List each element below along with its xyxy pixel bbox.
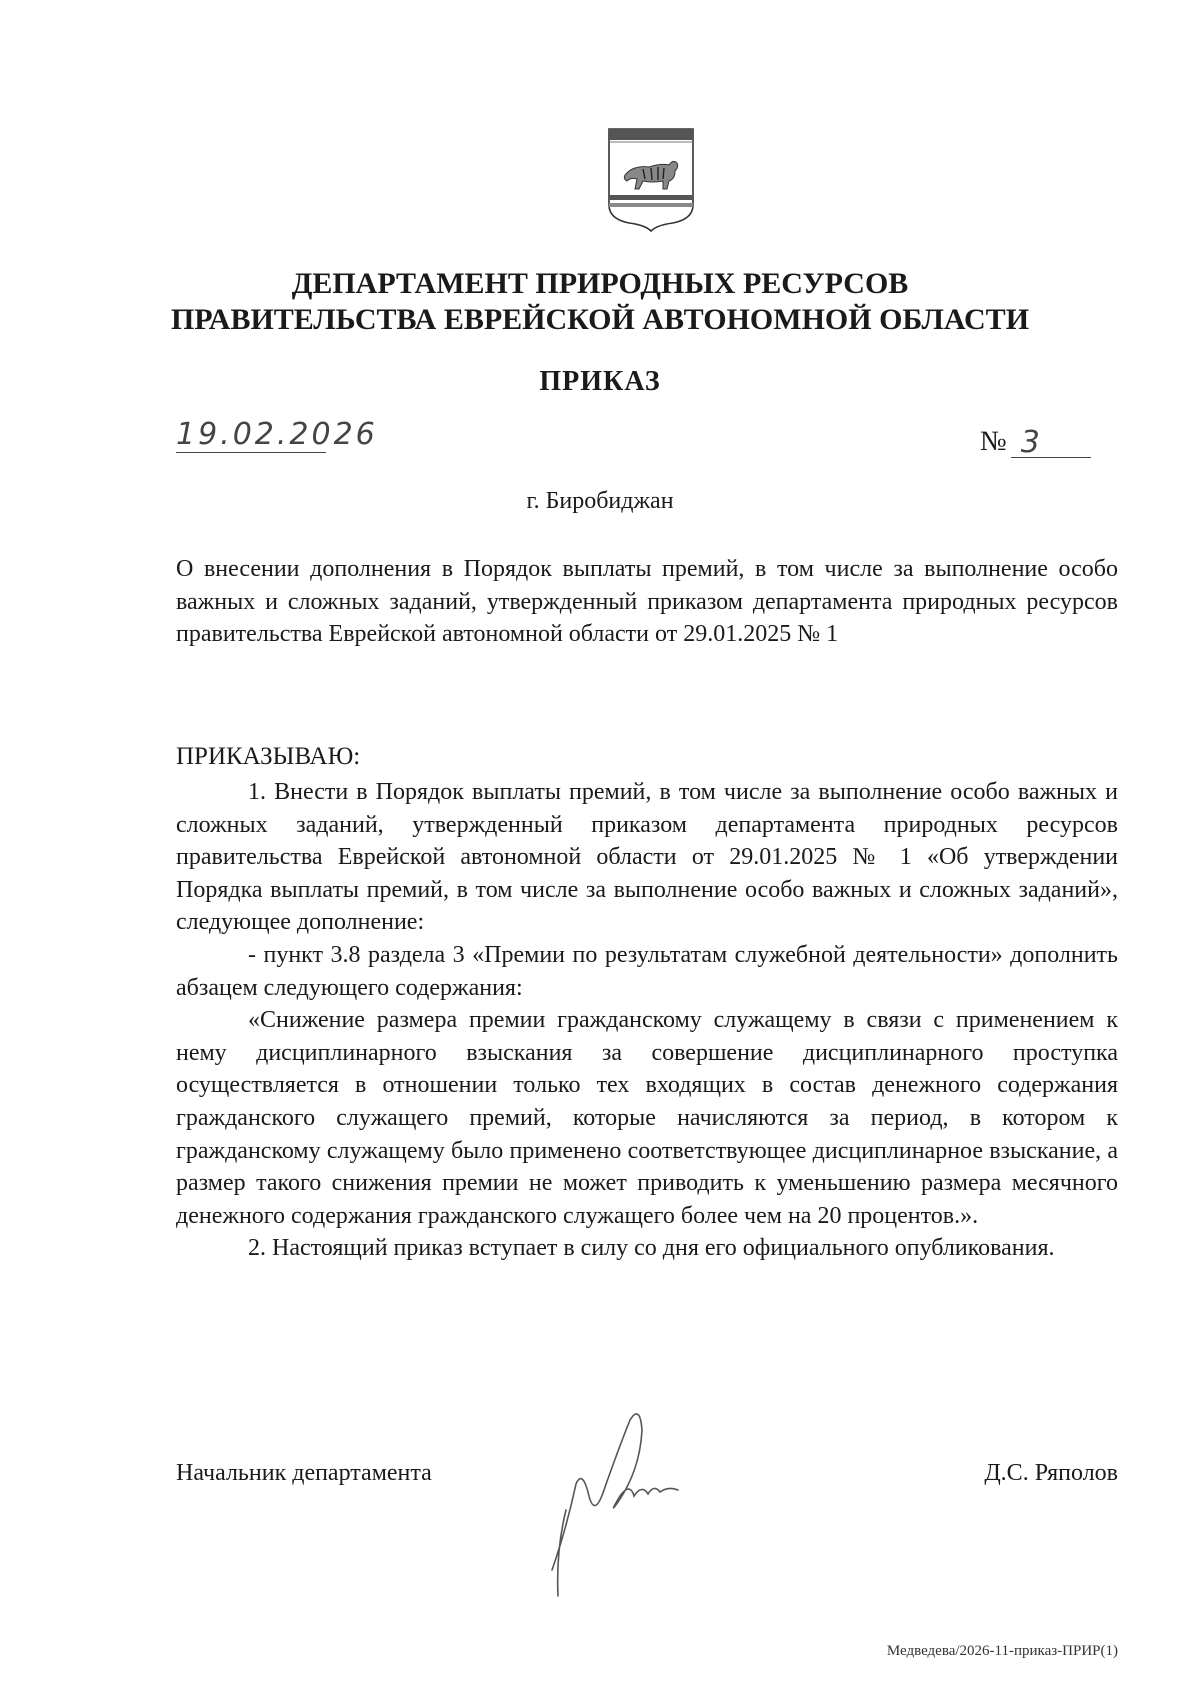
number-value: 3 [1011,429,1091,458]
number-label: № [980,426,1007,457]
order-word: ПРИКАЗЫВАЮ: [176,743,361,770]
department-name-line-1: ДЕПАРТАМЕНТ ПРИРОДНЫХ РЕСУРСОВ [291,267,909,300]
paragraph-2: - пункт 3.8 раздела 3 «Премии по результатам служебной деятельности» дополнить абзацем следующего содержания: [176,941,1118,1001]
order-body [176,776,1118,1265]
coat-of-arms-emblem [603,125,699,233]
order-subject: О внесении дополнения в Порядок выплаты премий, в том числе за выполнение особо важных и сложных заданий, утвержденный приказом департамента природных ресурсов правительства Еврейской автономной области от 29.01.2025 № 1 [176,556,1118,648]
city: г. Биробиджан [526,488,674,514]
paragraph-4: 2. Настоящий приказ вступает в силу со дня его официального опубликования. [248,1235,1055,1262]
paragraph-3: «Снижение размера премии гражданскому служащему в связи с применением к нему дисциплинарного взыскания за совершение дисциплинарного проступка осуществляется в отношении только тех входящих в состав денежного содержания гражданского служащего премий, которые начисляются за период, в котором к гражданскому служащему было применено соответствующее дисциплинарное взыскание, а размер такого снижения премии не может приводить к уменьшению размера месячного денежного содержания гражданского служащего более чем на 20 процентов.». [176,1007,1118,1229]
signatory-role: Начальник департамента [176,1460,432,1486]
document-number [980,426,1091,458]
document-type-title: ПРИКАЗ [539,366,661,397]
executor-footer: Медведева/2026-11-приказ-ПРИР(1) [886,1643,1118,1659]
handwritten-signature [548,1400,728,1600]
paragraph-1: 1. Внести в Порядок выплаты премий, в том числе за выполнение особо важных и сложных заданий, утвержденный приказом департамента природных ресурсов правительства Еврейской автономной области от 29.01.2025 № 1 «Об утверждении Порядка выплаты премий, в том числе за выполнение особо важных и сложных заданий», следующее дополнение: [176,779,1118,936]
signatory-name: Д.С. Ряполов [984,1460,1118,1486]
department-name-line-2: ПРАВИТЕЛЬСТВА ЕВРЕЙСКОЙ АВТОНОМНОЙ ОБЛАСТИ [170,303,1030,336]
document-date: 19.02.2026 [176,417,378,452]
